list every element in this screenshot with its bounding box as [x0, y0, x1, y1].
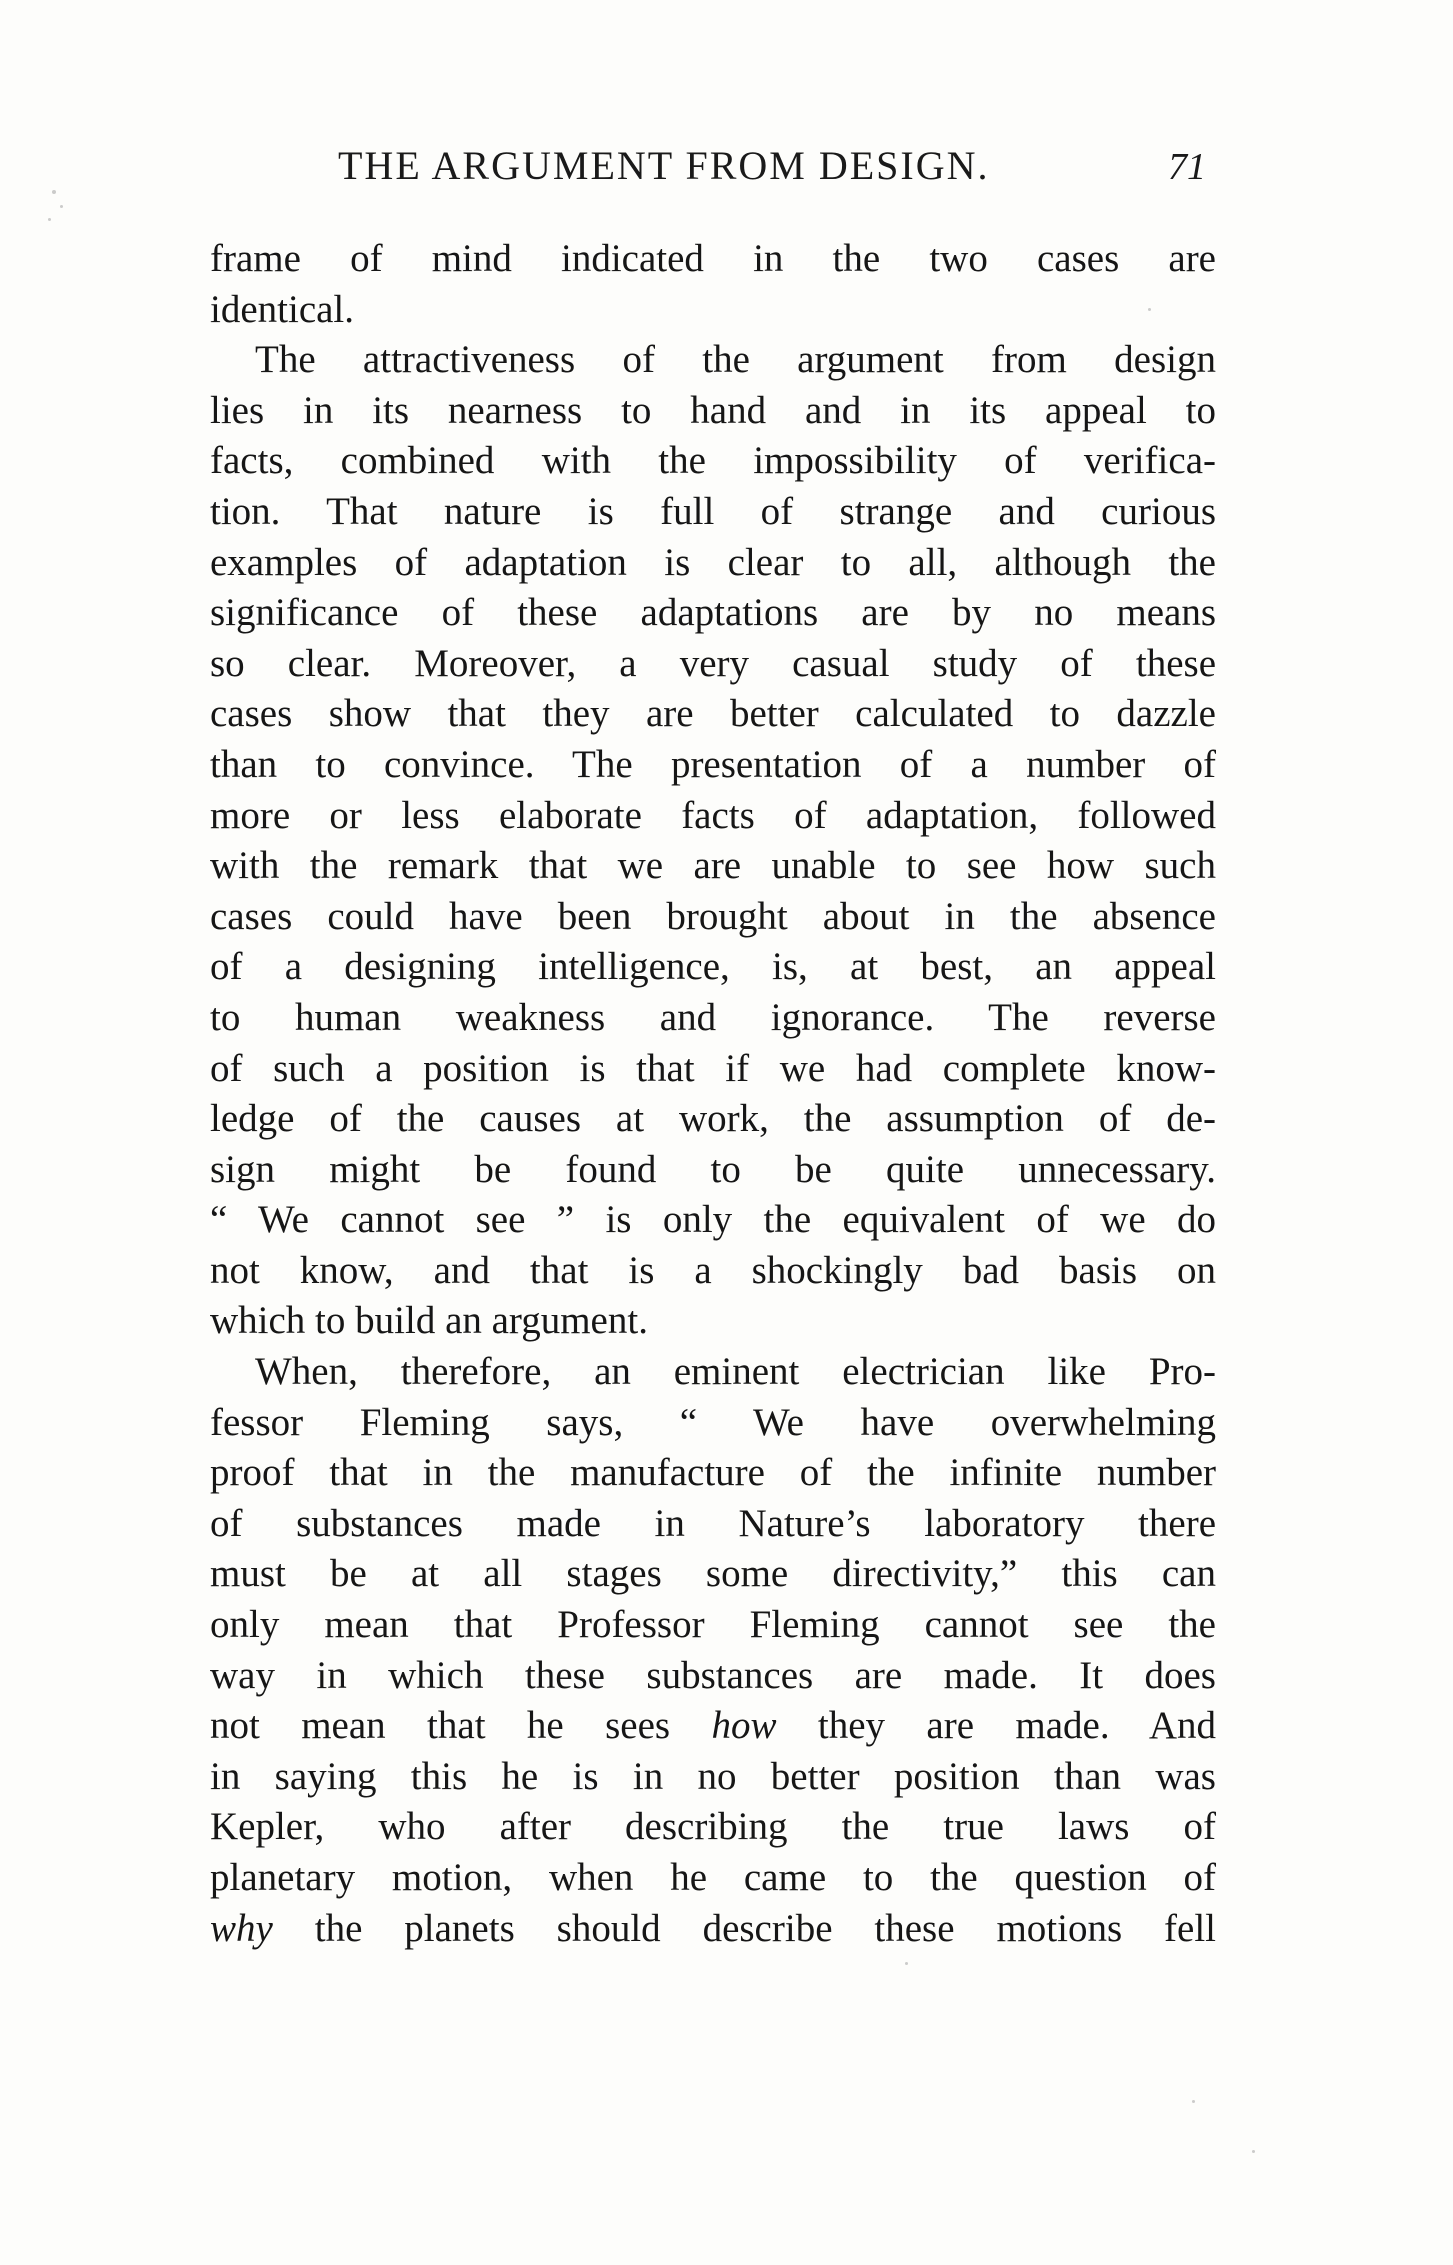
- text-line: Kepler, who after describing the true laws of: [210, 1805, 1216, 1849]
- text-line: not know, and that is a shockingly bad basis on: [210, 1248, 1216, 1292]
- text-line: frame of mind indicated in the two cases are: [210, 237, 1216, 280]
- text-line: way in which these substances are made. It does: [210, 1653, 1216, 1697]
- text-line: cases could have been brought about in the absence: [210, 894, 1216, 938]
- text-line: facts, combined with the impossibility of verifica-: [210, 439, 1216, 483]
- text-line: ledge of the causes at work, the assumption of de-: [210, 1097, 1216, 1141]
- paper-speck: [905, 1962, 908, 1965]
- text-line: tion. That nature is full of strange and curious: [210, 489, 1216, 533]
- text-line: with the remark that we are unable to see how such: [210, 844, 1216, 888]
- text-line-with-italic: [210, 1904, 1216, 1955]
- text-line: only mean that Professor Fleming cannot see the: [210, 1603, 1216, 1647]
- text-line: more or less elaborate facts of adaptation, followed: [210, 793, 1216, 837]
- text-line: “ We cannot see ” is only the equivalent of we do: [210, 1198, 1216, 1242]
- text-line: sign might be found to be quite unnecessary.: [210, 1147, 1216, 1191]
- text-line: cases show that they are better calculated to dazzle: [210, 692, 1216, 736]
- text-line: The attractiveness of the argument from design: [255, 338, 1216, 382]
- text-span: the planets should describe these motions fell: [314, 1906, 1216, 1950]
- paper-speck: [1252, 2150, 1255, 2153]
- text-line: significance of these adaptations are by no means: [210, 591, 1216, 635]
- italic-word: how: [711, 1704, 777, 1748]
- text-line: which to build an argument.: [210, 1299, 648, 1343]
- italic-word: why: [210, 1906, 273, 1950]
- text-line: identical.: [210, 287, 355, 331]
- running-title: THE ARGUMENT FROM DESIGN.: [338, 143, 990, 188]
- text-line: in saying this he is in no better position than was: [210, 1754, 1216, 1798]
- text-line: than to convince. The presentation of a number of: [210, 742, 1216, 786]
- text-line: lies in its nearness to hand and in its appeal to: [210, 388, 1216, 432]
- paper-speck: [48, 218, 51, 221]
- text-line-with-italic: [210, 1701, 1216, 1752]
- paper-speck: [1148, 308, 1151, 311]
- text-line: must be at all stages some directivity,” this can: [210, 1552, 1216, 1596]
- text-line: of such a position is that if we had complete know-: [210, 1046, 1216, 1090]
- text-line: to human weakness and ignorance. The reverse: [210, 995, 1216, 1039]
- text-line: so clear. Moreover, a very casual study of these: [210, 641, 1216, 685]
- text-line: of a designing intelligence, is, at best, an appeal: [210, 945, 1216, 989]
- text-line: of substances made in Nature’s laboratory there: [210, 1501, 1216, 1545]
- text-line: planetary motion, when he came to the question of: [210, 1856, 1216, 1899]
- text-span: they are made. And: [817, 1704, 1217, 1748]
- text-line: proof that in the manufacture of the infinite number: [210, 1451, 1216, 1495]
- text-line: examples of adaptation is clear to all, although the: [210, 540, 1216, 584]
- text-line: When, therefore, an eminent electrician like Pro-: [255, 1350, 1216, 1394]
- paper-speck: [60, 205, 63, 208]
- page-number: 71: [1168, 146, 1206, 188]
- text-span: not mean that he sees: [210, 1704, 671, 1748]
- paper-speck: [1192, 2100, 1195, 2103]
- paper-speck: [52, 190, 56, 194]
- body-text: [210, 234, 1216, 1954]
- text-line: fessor Fleming says, “ We have overwhelming: [210, 1400, 1216, 1444]
